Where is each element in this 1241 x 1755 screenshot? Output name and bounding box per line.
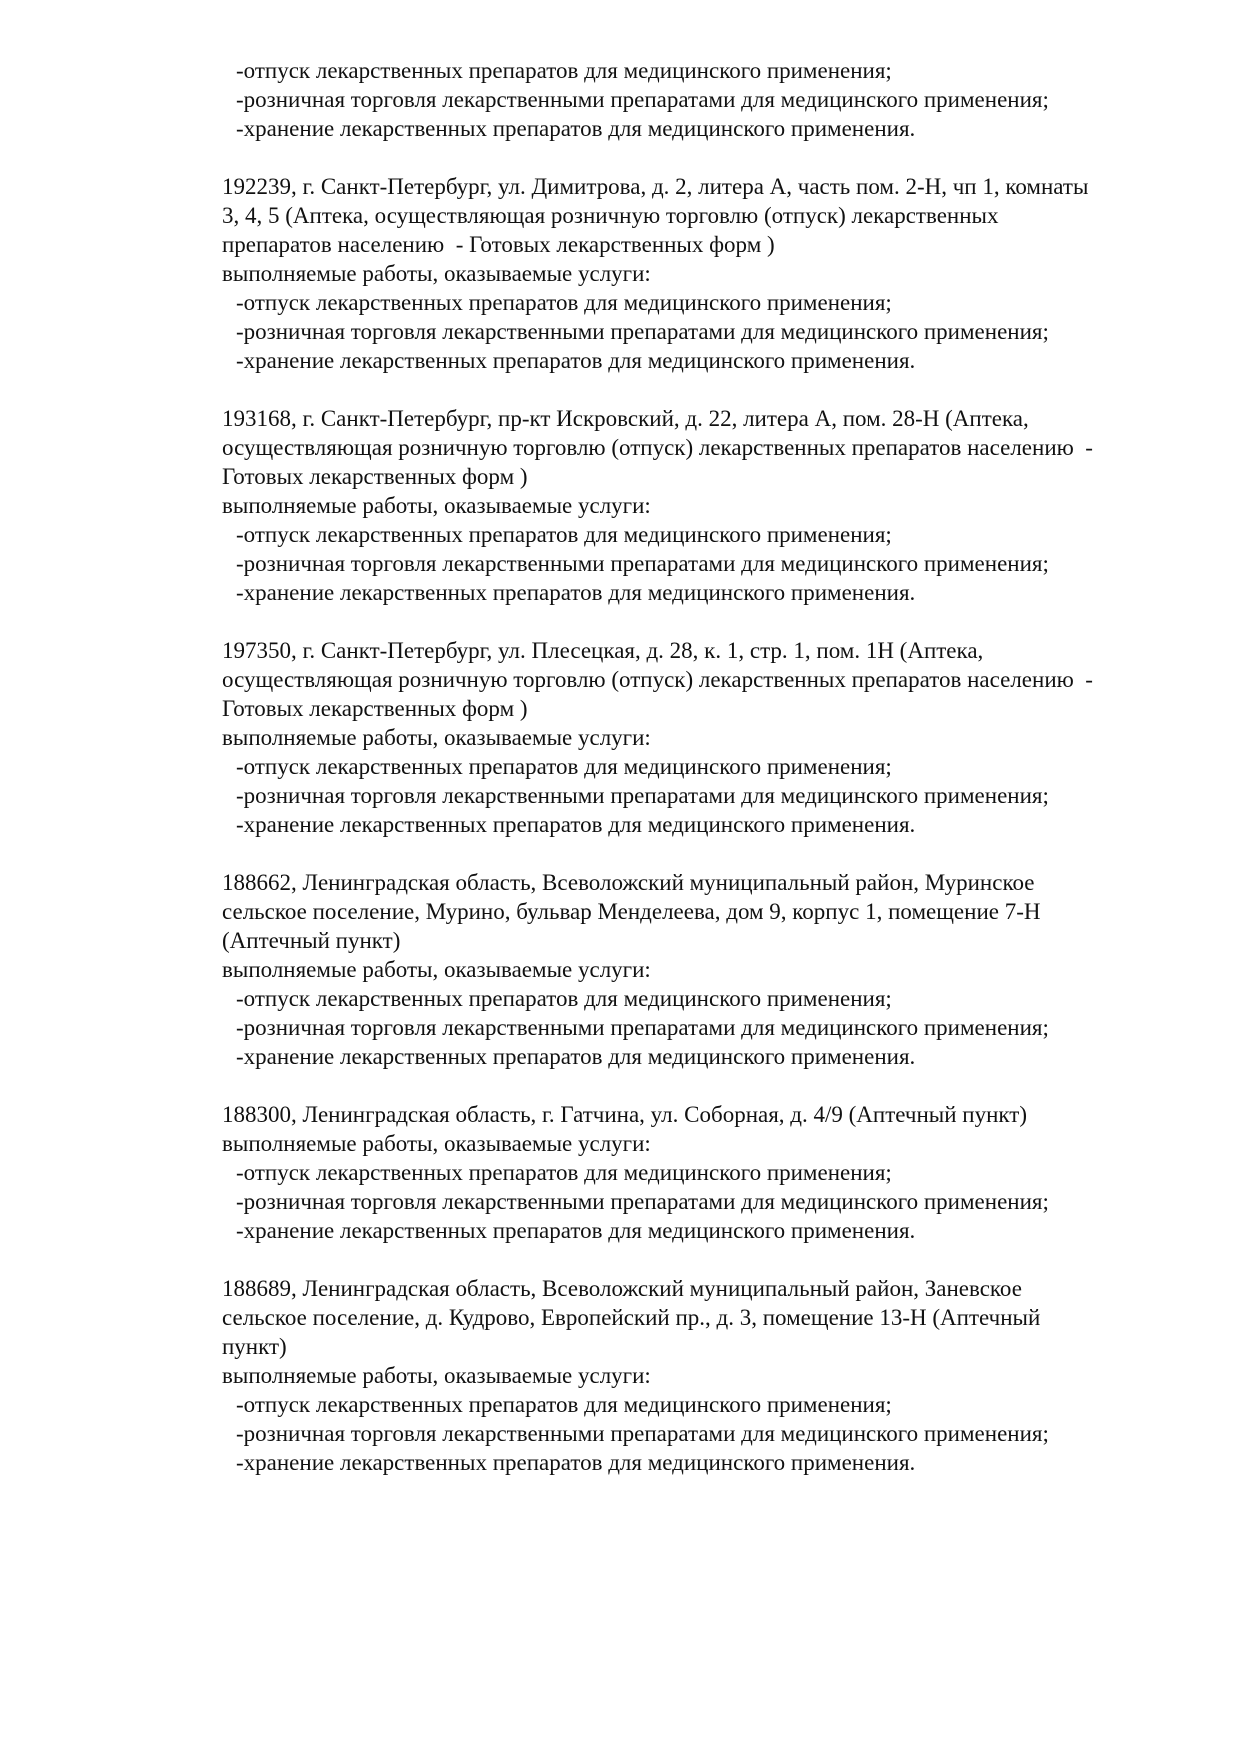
service-item-storage: -хранение лекарственных препаратов для медицинского применения. — [236, 812, 916, 837]
address-block — [222, 636, 1222, 839]
service-item-dispensing: -отпуск лекарственных препаратов для медицинского применения; — [236, 1160, 892, 1185]
service-item-retail: -розничная торговля лекарственными препаратами для медицинского применения; — [236, 551, 1049, 576]
address-line: 188300, Ленинградская область, г. Гатчина, ул. Соборная, д. 4/9 (Аптечный пункт) — [222, 1102, 1027, 1127]
address-line: 188689, Ленинградская область, Всеволожский муниципальный район, Заневское — [222, 1276, 1022, 1301]
services-header: выполняемые работы, оказываемые услуги: — [222, 725, 651, 750]
address-line: препаратов населению - Готовых лекарственных форм ) — [222, 232, 775, 257]
services-header: выполняемые работы, оказываемые услуги: — [222, 957, 651, 982]
services-header: выполняемые работы, оказываемые услуги: — [222, 1363, 651, 1388]
service-item-storage: -хранение лекарственных препаратов для медицинского применения. — [236, 348, 916, 373]
service-item-dispensing: -отпуск лекарственных препаратов для медицинского применения; — [236, 1392, 892, 1417]
service-item-storage: -хранение лекарственных препаратов для медицинского применения. — [236, 1218, 916, 1243]
services-header: выполняемые работы, оказываемые услуги: — [222, 1131, 651, 1156]
address-block — [222, 868, 1222, 1071]
service-item-retail: -розничная торговля лекарственными препаратами для медицинского применения; — [236, 87, 1049, 112]
address-line: осуществляющая розничную торговлю (отпуск) лекарственных препаратов населению - — [222, 435, 1093, 460]
service-item-dispensing: -отпуск лекарственных препаратов для медицинского применения; — [236, 522, 892, 547]
service-item-dispensing: -отпуск лекарственных препаратов для медицинского применения; — [236, 58, 892, 83]
address-line: (Аптечный пункт) — [222, 928, 401, 953]
address-line: 192239, г. Санкт-Петербург, ул. Димитрова, д. 2, литера А, часть пом. 2-Н, чп 1, комнаты — [222, 174, 1089, 199]
address-line: пункт) — [222, 1334, 287, 1359]
service-item-retail: -розничная торговля лекарственными препаратами для медицинского применения; — [236, 1015, 1049, 1040]
service-item-dispensing: -отпуск лекарственных препаратов для медицинского применения; — [236, 986, 892, 1011]
address-block — [222, 404, 1222, 607]
address-line: 193168, г. Санкт-Петербург, пр-кт Искровский, д. 22, литера А, пом. 28-Н (Аптека, — [222, 406, 1029, 431]
address-line: 197350, г. Санкт-Петербург, ул. Плесецкая, д. 28, к. 1, стр. 1, пом. 1Н (Аптека, — [222, 638, 984, 663]
address-block — [222, 172, 1222, 375]
document-page — [222, 56, 1222, 1477]
services-header: выполняемые работы, оказываемые услуги: — [222, 261, 651, 286]
services-header: выполняемые работы, оказываемые услуги: — [222, 493, 651, 518]
service-item-storage: -хранение лекарственных препаратов для медицинского применения. — [236, 580, 916, 605]
address-line: Готовых лекарственных форм ) — [222, 464, 528, 489]
service-item-retail: -розничная торговля лекарственными препаратами для медицинского применения; — [236, 1189, 1049, 1214]
continued-services-list — [222, 56, 1222, 143]
address-line: 3, 4, 5 (Аптека, осуществляющая розничную торговлю (отпуск) лекарственных — [222, 203, 999, 228]
address-line: 188662, Ленинградская область, Всеволожский муниципальный район, Муринское — [222, 870, 1035, 895]
service-item-dispensing: -отпуск лекарственных препаратов для медицинского применения; — [236, 290, 892, 315]
service-item-storage: -хранение лекарственных препаратов для медицинского применения. — [236, 116, 916, 141]
address-block — [222, 1274, 1222, 1477]
service-item-retail: -розничная торговля лекарственными препаратами для медицинского применения; — [236, 319, 1049, 344]
service-item-retail: -розничная торговля лекарственными препаратами для медицинского применения; — [236, 783, 1049, 808]
address-line: осуществляющая розничную торговлю (отпуск) лекарственных препаратов населению - — [222, 667, 1093, 692]
service-item-storage: -хранение лекарственных препаратов для медицинского применения. — [236, 1450, 916, 1475]
service-item-dispensing: -отпуск лекарственных препаратов для медицинского применения; — [236, 754, 892, 779]
address-line: сельское поселение, д. Кудрово, Европейский пр., д. 3, помещение 13-Н (Аптечный — [222, 1305, 1041, 1330]
address-line: сельское поселение, Мурино, бульвар Менделеева, дом 9, корпус 1, помещение 7-Н — [222, 899, 1041, 924]
service-item-retail: -розничная торговля лекарственными препаратами для медицинского применения; — [236, 1421, 1049, 1446]
address-block — [222, 1100, 1222, 1245]
address-line: Готовых лекарственных форм ) — [222, 696, 528, 721]
service-item-storage: -хранение лекарственных препаратов для медицинского применения. — [236, 1044, 916, 1069]
